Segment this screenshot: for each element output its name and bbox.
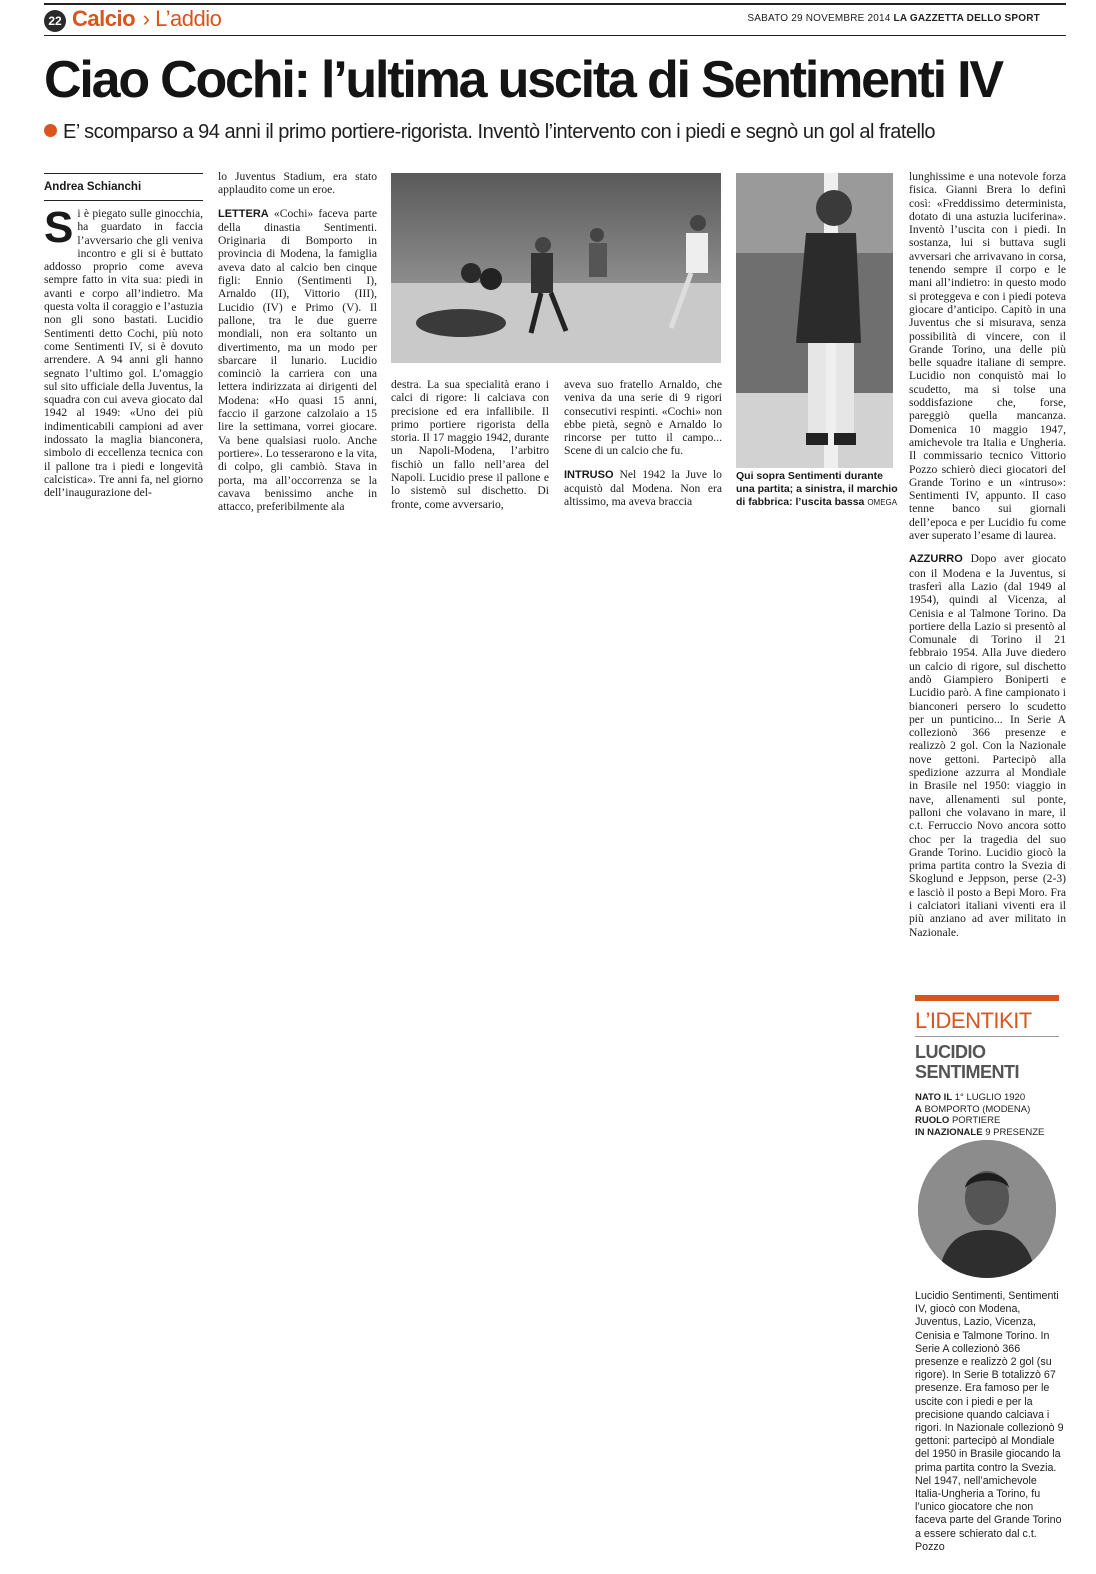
byline-rule	[44, 173, 203, 174]
fact-place-label: A	[915, 1103, 922, 1115]
fact-role	[915, 1115, 1044, 1127]
photo-caption	[736, 470, 898, 509]
fact-national	[915, 1127, 1044, 1139]
subhead-intruso: INTRUSO	[564, 468, 614, 481]
identikit-title: L’IDENTIKIT	[915, 1008, 1032, 1033]
col2-paragraph	[218, 207, 377, 514]
fact-role-label: RUOLO	[915, 1115, 950, 1126]
bullet-dot-icon	[44, 124, 57, 137]
article-column-1	[44, 203, 203, 500]
fact-role-value: PORTIERE	[951, 1115, 1001, 1126]
identikit-name-last: SENTIMENTI	[915, 1062, 1020, 1082]
fact-born	[915, 1092, 1044, 1104]
portrait-image	[918, 1140, 1056, 1278]
deck-text: E’ scomparso a 94 anni il primo portiere-rigorista. Inventò l’intervento con i piedi e segnò un gol al fratello	[63, 121, 936, 143]
col6-paragraph	[909, 552, 1066, 939]
fact-national-value: 9 PRESENZE	[985, 1126, 1045, 1138]
photo-credit: OMEGA	[867, 498, 898, 507]
section-label[interactable]	[72, 6, 221, 32]
col2-text-a: lo Juventus Stadium, era stato applaudito come un eroe.	[218, 170, 377, 197]
subsection-name: L’addio	[155, 6, 222, 31]
col3-text: destra. La sua specialità erano i calci di rigore: li calciava con precisione ed era infallibile. Il primo portiere rigorista della storia. Il 17 maggio 1942, durante un Napoli-Modena, l’arbitro fischiò un fallo nell’area del Napoli. Lucidio prese il pallone e lo sistemò sul dischetto. Di fronte, come avversario,	[391, 378, 549, 511]
dropcap: S	[44, 203, 74, 252]
identikit-rule	[915, 1036, 1059, 1037]
goalkeeper-photo-image	[736, 173, 893, 468]
header-dateline	[747, 13, 1040, 24]
identikit-name-first: LUCIDIO	[915, 1042, 986, 1062]
page-number: 22	[44, 10, 66, 32]
identikit-bar	[915, 995, 1059, 1001]
fact-place	[915, 1104, 1044, 1116]
col2-text-b: «Cochi» faceva parte della dinastia Sentimenti. Originaria di Bomporto in provincia di Modena, la famiglia aveva dato al calcio ben cinque figli: Ennio (Sentimenti I), Arnaldo (II), Vittorio (III), Lucidio (IV) e Primo (V). Il pallone, tra le due guerre mondiali, non era soltanto un divertimento, ma un modo per sbarcare il lunario. Lucidio cominciò la carriera con una lettera indirizzata ai dirigenti del Modena: «Ho quasi 15 anni, faccio il garzone calzolaio a 15 lire la settimana, vorrei giocare. Va bene qualsiasi ruolo. Anche portiere». Lo tesserarono e la vita, di colpo, gli cambiò. Stava in porta, ma all’occorrenza se la cavava benissimo anche in attacco, preferibilmente ala	[218, 206, 377, 514]
header-rule	[44, 35, 1066, 36]
goalkeeper-photo	[736, 173, 893, 468]
match-photo-image	[391, 173, 721, 363]
headline: Ciao Cochi: l’ultima uscita di Sentimenti IV	[44, 51, 1002, 109]
col6-text-b: Dopo aver giocato con il Modena e la Juventus, si trasferì alla Lazio (dal 1949 al 1954), quindi al Vicenza, al Cenisia e al Talmone Torino. Da portiere della Lazio si presentò al Comunale di Torino il 21 febbraio 1954. Alla Juve diedero un calcio di rigore, sul dischetto andò Giampiero Boniperti e Lucidio parò. A fine campionato i bianconeri persero lo scudetto per un punticino... In Serie A collezionò 366 presenze e realizzò 2 gol. Con la Nazionale nove gettoni. Partecipò alla spedizione azzurra al Mondiale in Brasile nel 1950: viaggio in nave, allenamenti sul ponte, palloni che volavano in mare, il c.t. Ferruccio Novo ancora sotto choc per la tragedia del suo Grande Torino. Lucidio giocò la prima partita contro la Svezia di Skoglund e Jeppson, perse (2-3) e lasciò il posto a Bepi Moro. Fra i calciatori italiani viventi era il più anziano ad aver militato in Nazionale.	[909, 552, 1066, 939]
col6-text-a: lunghissime e una notevole forza fisica. Gianni Brera lo definì così: «Freddissimo determinista, dotato di una astuzia luciferina». Inventò l’uscita con i piedi. In sostanza, lui si buttava sugli avversari che arrivavano in corsa, tenendo sempre il corpo e le mani all’indietro: in questo modo si proteggeva e con i piedi poteva giocare d’anticipo. Capitò in una Juventus che si misurava, senza possibilità di vincere, con il Grande Torino, una delle più belle squadre italiane di sempre. Lucidio non conquistò mai lo scudetto, ma si tolse una soddisfazione che, forse, pareggiò quella mancanza. Domenica 10 maggio 1947, amichevole tra Italia e Ungheria. Il commissario tecnico Vittorio Pozzo schierò dieci giocatori del Grande Torino e un «intruso»: Sentimenti IV, appunto. Il caso tenne banco sui giornali dell’epoca e per Lucidio fu come aver superato l’esame di laurea.	[909, 170, 1066, 543]
identikit-bio: Lucidio Sentimenti, Sentimenti IV, giocò con Modena, Juventus, Lazio, Vicenza, Cenisia e Talmone Torino. In Serie A collezionò 366 presenze e realizzò 2 gol (su rigore). In Serie B totalizzò 67 presenze. Era famoso per le uscite con i piedi e per la precisione quando calciava i rigori. In Nazionale collezionò 9 gettoni: partecipò al Mondiale del 1950 in Brasile giocando la prima partita contro la Svezia. Nel 1947, nell’amichevole Italia-Ungheria a Torino, fu l’unico giocatore che non faceva parte del Grande Torino a essere schierato dal c.t. Pozzo	[915, 1290, 1064, 1553]
article-column-4	[564, 378, 722, 509]
fact-place-value: BOMPORTO (MODENA)	[924, 1103, 1031, 1115]
col4-paragraph	[564, 468, 722, 509]
issue-date: SABATO 29 NOVEMBRE 2014	[747, 13, 891, 24]
chevron-right-icon: ›	[142, 6, 150, 31]
subhead-azzurro: AZZURRO	[909, 553, 963, 566]
article-column-2	[218, 170, 377, 513]
byline-rule-bottom	[44, 200, 203, 201]
caption-text: Qui sopra Sentimenti durante una partita; a sinistra, il marchio di fabbrica: l’uscita bassa	[736, 470, 898, 508]
fact-national-label: IN NAZIONALE	[915, 1126, 983, 1138]
identikit-portrait	[918, 1140, 1056, 1278]
col4-text-a: aveva suo fratello Arnaldo, che veniva da una serie di 9 rigori consecutivi respinti. «Cochi» non ebbe pietà, segnò e Arnaldo lo rincorse per tutto il campo... Scene di un calcio che fu.	[564, 378, 722, 458]
fact-born-label: NATO IL	[915, 1092, 953, 1103]
article-column-6	[909, 170, 1066, 939]
col1-text: i è piegato sulle ginocchia, ha guardato in faccia l’avversario che gli veniva incontro e gli si è buttato addosso proprio come aveva sempre fatto in vita sua: piedi in avanti e corpo all’indietro. Ma questa volta il coraggio e l’astuzia non gli sono bastati. Lucidio Sentimenti detto Cochi, più noto come Sentimenti IV, si è dovuto arrendere. A 94 anni gli hanno segnato l’ultimo gol. L’omaggio sul sito ufficiale della Juventus, la squadra con cui aveva giocato dal 1942 al 1949: «Uno dei più indimenticabili campioni ad aver indossato la maglia bianconera, simbolo di eccellenza tecnica con il pallone tra i piedi e longevità calcistica». Tre anni fa, nel giorno dell’inaugurazione del-	[44, 207, 203, 500]
newspaper-name: LA GAZZETTA DELLO SPORT	[893, 13, 1040, 24]
identikit-facts	[915, 1092, 1044, 1138]
col4-text-b: Nel 1942 la Juve lo acquistò dal Modena. Non era altissimo, ma aveva braccia	[564, 467, 722, 509]
match-photo	[391, 173, 721, 363]
identikit-name	[915, 1042, 1019, 1082]
section-name: Calcio	[72, 6, 136, 31]
byline: Andrea Schianchi	[44, 181, 142, 193]
deck	[44, 121, 1074, 144]
fact-born-value: 1° LUGLIO 1920	[954, 1092, 1026, 1103]
top-rule	[44, 3, 1066, 5]
subhead-lettera: LETTERA	[218, 207, 269, 220]
article-column-3	[391, 378, 549, 511]
